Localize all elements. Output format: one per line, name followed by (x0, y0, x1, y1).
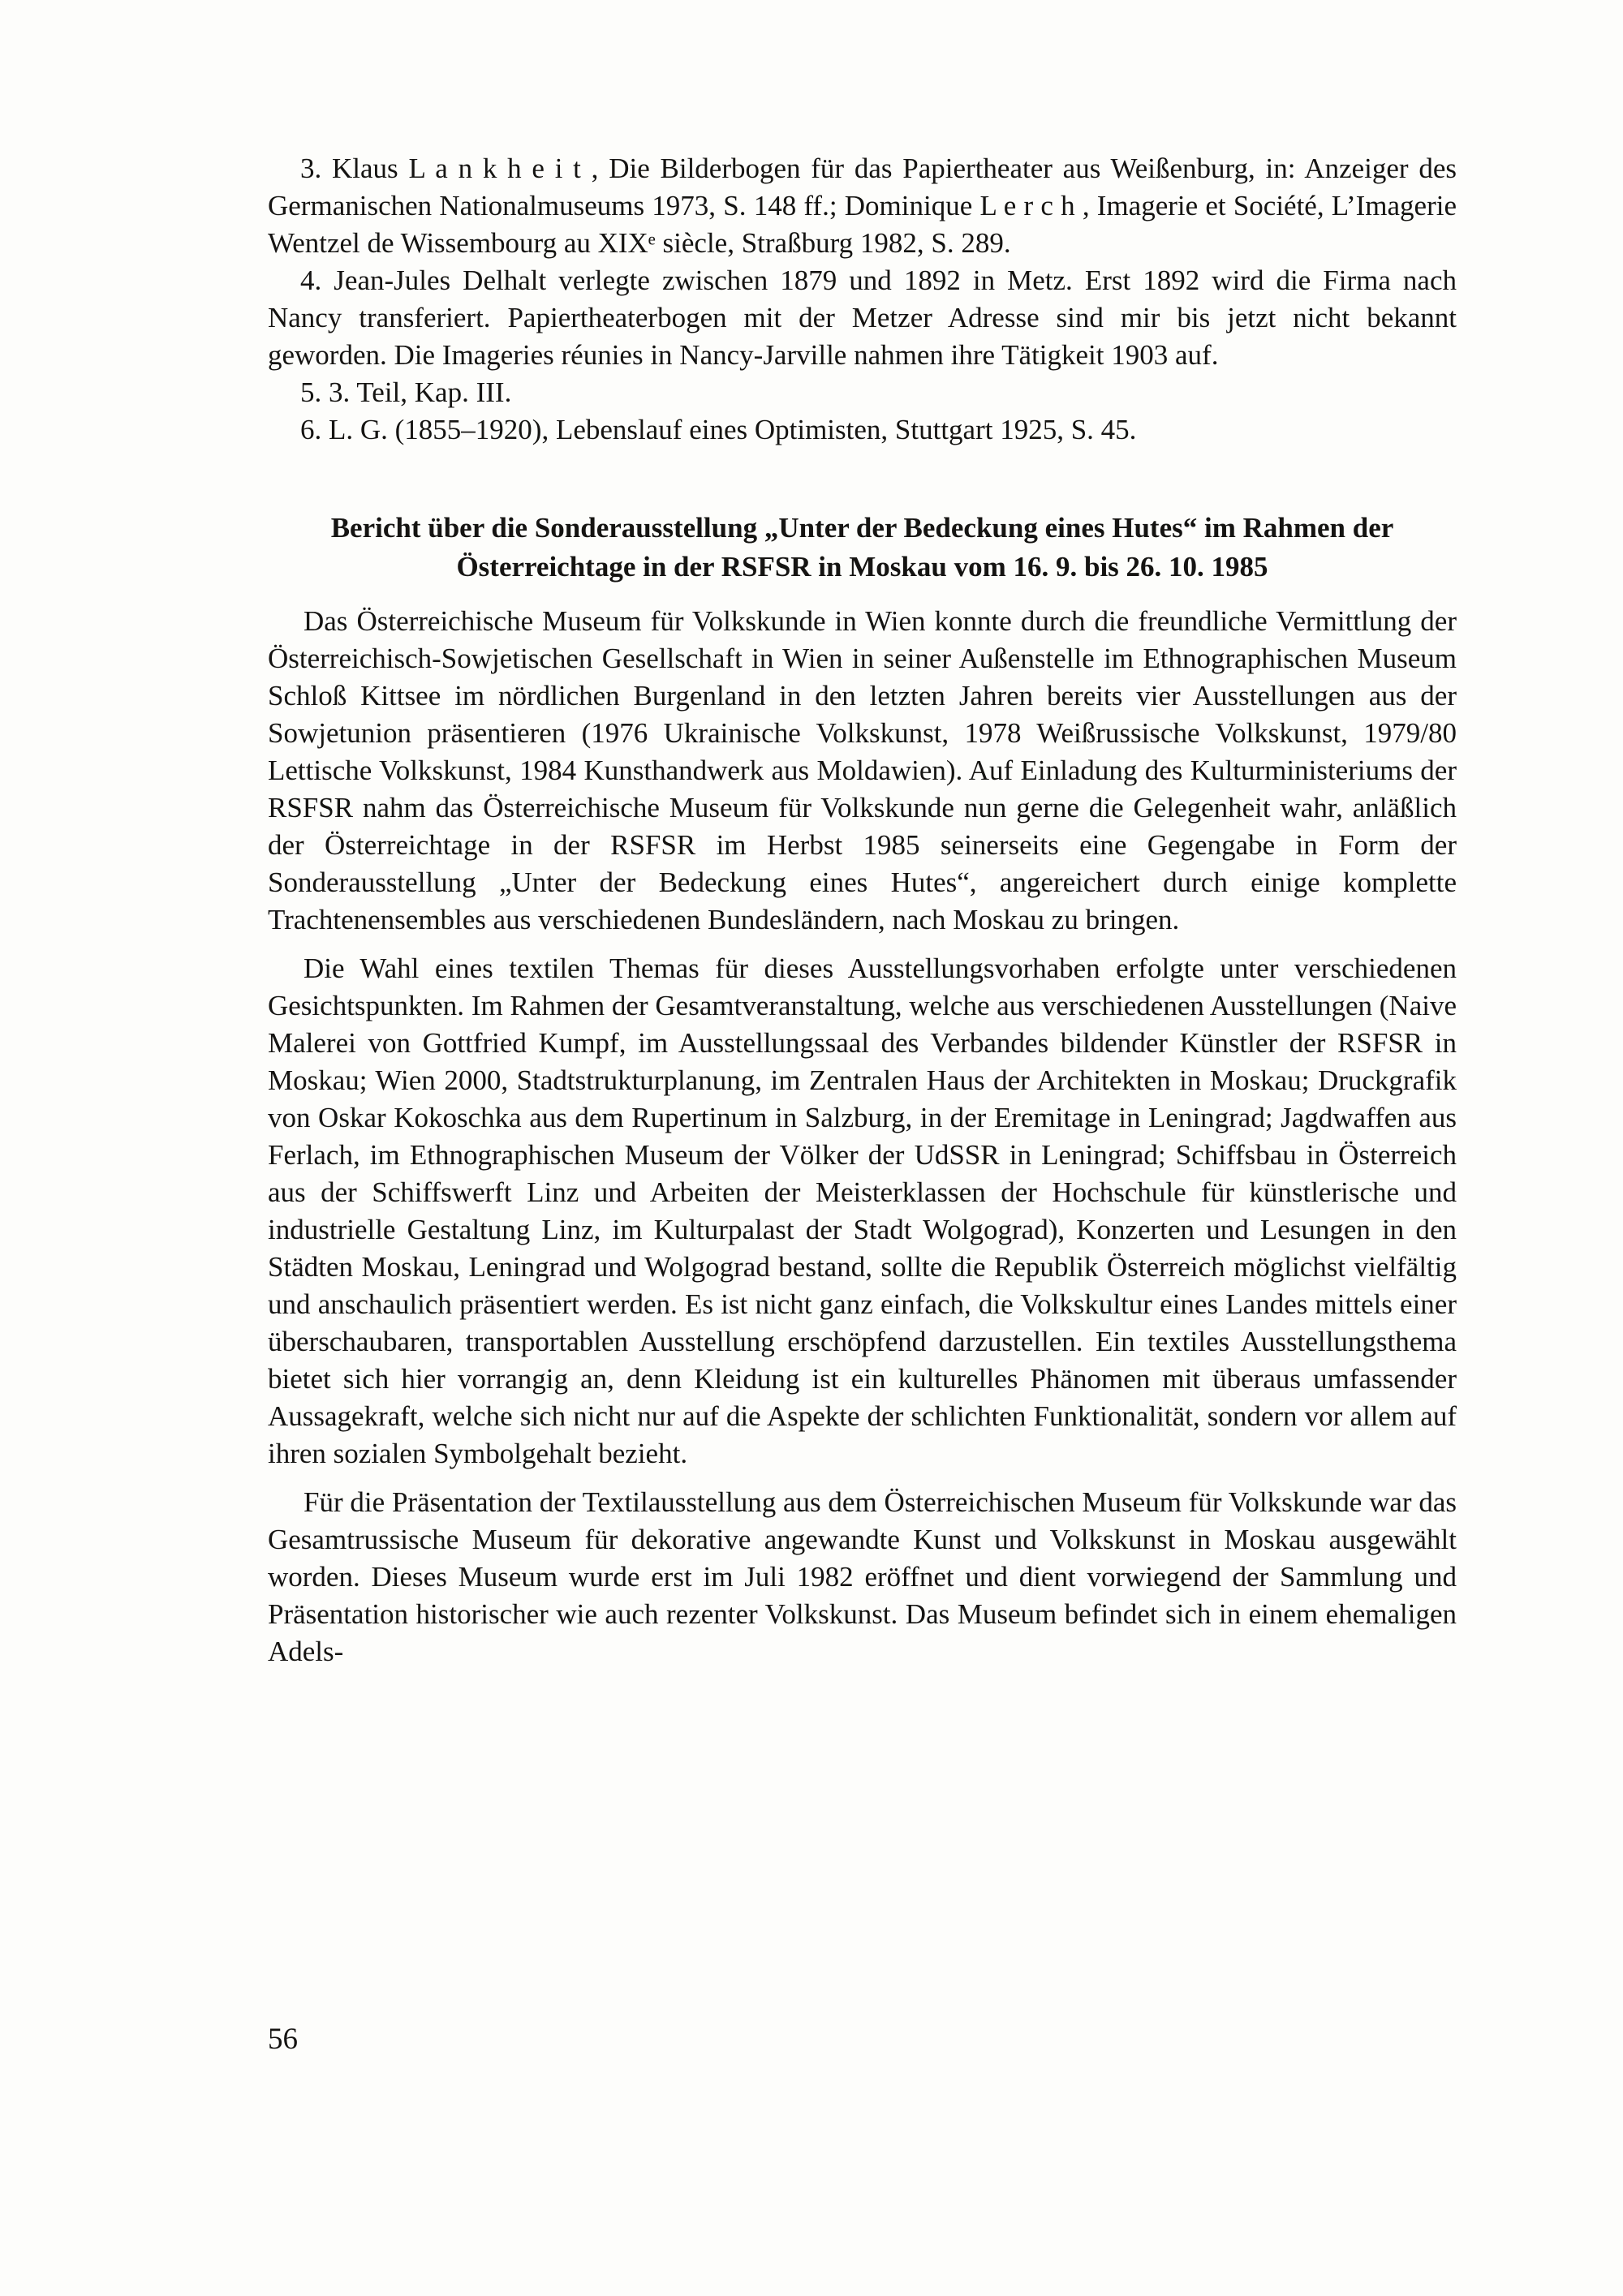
article-title: Bericht über die Sonderausstellung „Unter der Bedeckung eines Hutes“ im Rahmen der Österreichtage in der RSFSR in Moskau vom 16. 9. bis 26. 10. 1985 (330, 512, 1394, 583)
footnote-6: 6. L. G. (1855–1920), Lebenslauf eines Optimisten, Stuttgart 1925, S. 45. (300, 414, 1137, 445)
footnote-3: 3. Klaus L a n k h e i t , Die Bilderbogen für das Papiertheater aus Weißenburg, in: Anzeiger des Germanischen Nationalmuseums 1973, S. 148 ff.; Dominique L e r c h , Imagerie et Société, L’Imagerie Wentzel de Wissembourg au XIXᵉ siècle, Straßburg 1982, S. 289. (268, 153, 1457, 259)
article-paragraph-1: Das Österreichische Museum für Volkskunde in Wien konnte durch die freundliche Vermittlung der Österreichisch-Sowjetischen Gesellschaft in Wien in seiner Außenstelle im Ethnographischen Museum Schloß Kittsee im nördlichen Burgenland in den letzten Jahren bereits vier Ausstellungen aus der Sowjetunion präsentieren (1976 Ukrainische Volkskunst, 1978 Weißrussische Volkskunst, 1979/80 Lettische Volkskunst, 1984 Kunsthandwerk aus Moldawien). Auf Einladung des Kulturministeriums der RSFSR nahm das Österreichische Museum für Volkskunde nun gerne die Gelegenheit wahr, anläßlich der Österreichtage in der RSFSR im Herbst 1985 seinerseits eine Gegengabe in Form der Sonderausstellung „Unter der Bedeckung eines Hutes“, angereichert durch einige komplette Trachtenensembles aus verschiedenen Bundesländern, nach Moskau zu bringen. (268, 605, 1457, 935)
article-paragraph-2: Die Wahl eines textilen Themas für dieses Ausstellungsvorhaben erfolgte unter verschiedenen Gesichtspunkten. Im Rahmen der Gesamtveranstaltung, welche aus verschiedenen Ausstellungen (Naive Malerei von Gottfried Kumpf, im Ausstellungssaal des Verbandes bildender Künstler der RSFSR in Moskau; Wien 2000, Stadtstrukturplanung, im Zentralen Haus der Architekten in Moskau; Druckgrafik von Oskar Kokoschka aus dem Rupertinum in Salzburg, in der Eremitage in Leningrad; Jagdwaffen aus Ferlach, im Ethnographischen Museum der Völker der UdSSR in Leningrad; Schiffsbau in Österreich aus der Schiffswerft Linz und Arbeiten der Meisterklassen der Hochschule für künstlerische und industrielle Gestaltung Linz, im Kulturpalast der Stadt Wolgograd), Konzerten und Lesungen in den Städten Moskau, Leningrad und Wolgograd bestand, sollte die Republik Österreich möglichst vielfältig und anschaulich präsentiert werden. Es ist nicht ganz einfach, die Volkskultur eines Landes mittels einer überschaubaren, transportablen Ausstellung erschöpfend darzustellen. Ein textiles Ausstellungsthema bietet sich hier vorrangig an, denn Kleidung ist ein kulturelles Phänomen mit überaus umfassender Aussagekraft, welche sich nicht nur auf die Aspekte der schlichten Funktionalität, sondern vor allem auf ihren sozialen Symbolgehalt bezieht. (268, 952, 1457, 1469)
article-body (268, 603, 1457, 1670)
footnote-5: 5. 3. Teil, Kap. III. (300, 376, 512, 408)
article-paragraph-3: Für die Präsentation der Textilausstellung aus dem Österreichischen Museum für Volkskunde war das Gesamtrussische Museum für dekorative angewandte Kunst und Volkskunst in Moskau ausgewählt worden. Dieses Museum wurde erst im Juli 1982 eröffnet und dient vorwiegend der Sammlung und Präsentation historischer wie auch rezenter Volkskunst. Das Museum befindet sich in einem ehemaligen Adels- (268, 1486, 1457, 1667)
page-number: 56 (268, 2023, 298, 2056)
footnotes-section (268, 150, 1457, 449)
footnote-4: 4. Jean-Jules Delhalt verlegte zwischen 1879 und 1892 in Metz. Erst 1892 wird die Firma nach Nancy transferiert. Papiertheaterbogen mit der Metzer Adresse sind mir bis jetzt nicht bekannt geworden. Die Imageries réunies in Nancy-Jarville nahmen ihre Tätigkeit 1903 auf. (268, 264, 1457, 371)
